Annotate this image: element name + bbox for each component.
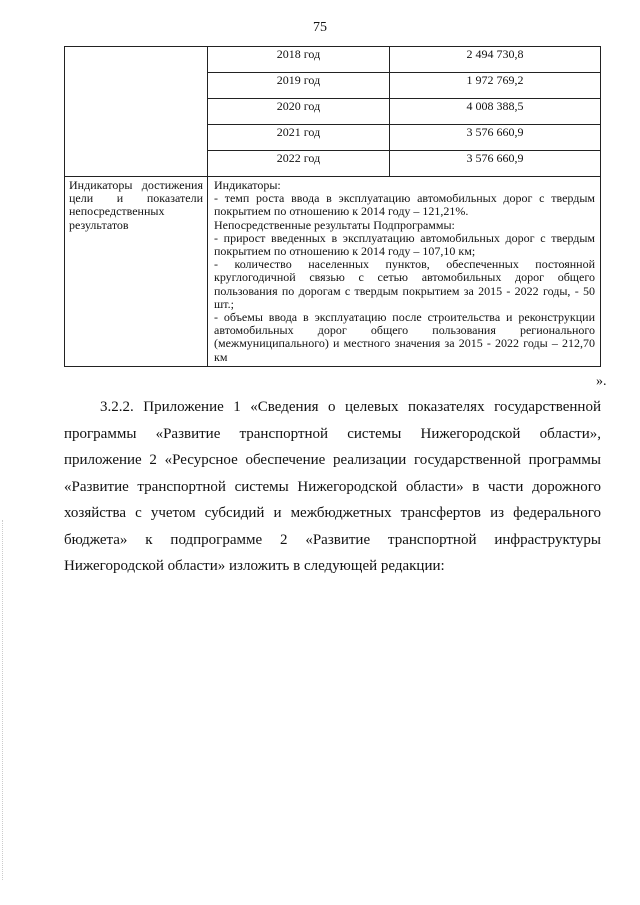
- indicators-line: - прирост введенных в эксплуатацию автомобильных дорог с твердым покрытием по отношению к 2014 году – 107,10 км;: [214, 230, 595, 259]
- year-cell: 2018 год: [208, 47, 390, 73]
- year-cell: 2021 год: [208, 125, 390, 151]
- indicators-line: - количество населенных пунктов, обеспеченных постоянной круглогодичной связью с сетью автомобильных дорог общего пользования по дорогам с твердым покрытием за 2015 - 2022 годы, - 50 шт.;: [214, 257, 595, 311]
- indicators-content-cell: [208, 177, 601, 367]
- table-row: [65, 47, 601, 73]
- indicators-line: - темп роста ввода в эксплуатацию автомобильных дорог с твердым покрытием по отношению к 2014 году – 121,21%.: [214, 191, 595, 219]
- indicators-line: - объемы ввода в эксплуатацию после строительства и реконструкции автомобильных дорог общего пользования регионального (межмуниципального) и местного значения за 2015 - 2022 годы – 212,70 км: [214, 310, 595, 364]
- indicators-row: [65, 177, 601, 367]
- indicators-label-cell: Индикаторы достижения цели и показатели непосредственных результатов: [65, 177, 208, 367]
- year-cell: 2019 год: [208, 73, 390, 99]
- amendment-paragraph: 3.2.2. Приложение 1 «Сведения о целевых показателях государственной программы «Развитие транспортной системы Нижегородской области», приложение 2 «Ресурсное обеспечение реализации государственной программы «Развитие транспортной системы Нижегородской области» в части дорожного хозяйства с учетом субсидий и межбюджетных трансфертов из федерального бюджета» к подпрограмме 2 «Развитие транспортной инфраструктуры Нижегородской области» изложить в следующей редакции:: [64, 399, 601, 574]
- amount-cell: 3 576 660,9: [390, 125, 601, 151]
- funding-table: [64, 46, 601, 367]
- page-number: 75: [313, 20, 327, 35]
- empty-label-cell: [65, 47, 208, 177]
- year-cell: 2022 год: [208, 151, 390, 177]
- amount-cell: 2 494 730,8: [390, 47, 601, 73]
- indicators-line: Индикаторы:: [214, 178, 281, 192]
- amount-cell: 4 008 388,5: [390, 99, 601, 125]
- amount-cell: 1 972 769,2: [390, 73, 601, 99]
- closing-quote-mark: ».: [596, 374, 607, 389]
- amount-cell: 3 576 660,9: [390, 151, 601, 177]
- indicators-line: Непосредственные результаты Подпрограммы:: [214, 217, 455, 232]
- year-cell: 2020 год: [208, 99, 390, 125]
- scan-margin-artifact: [2, 520, 4, 880]
